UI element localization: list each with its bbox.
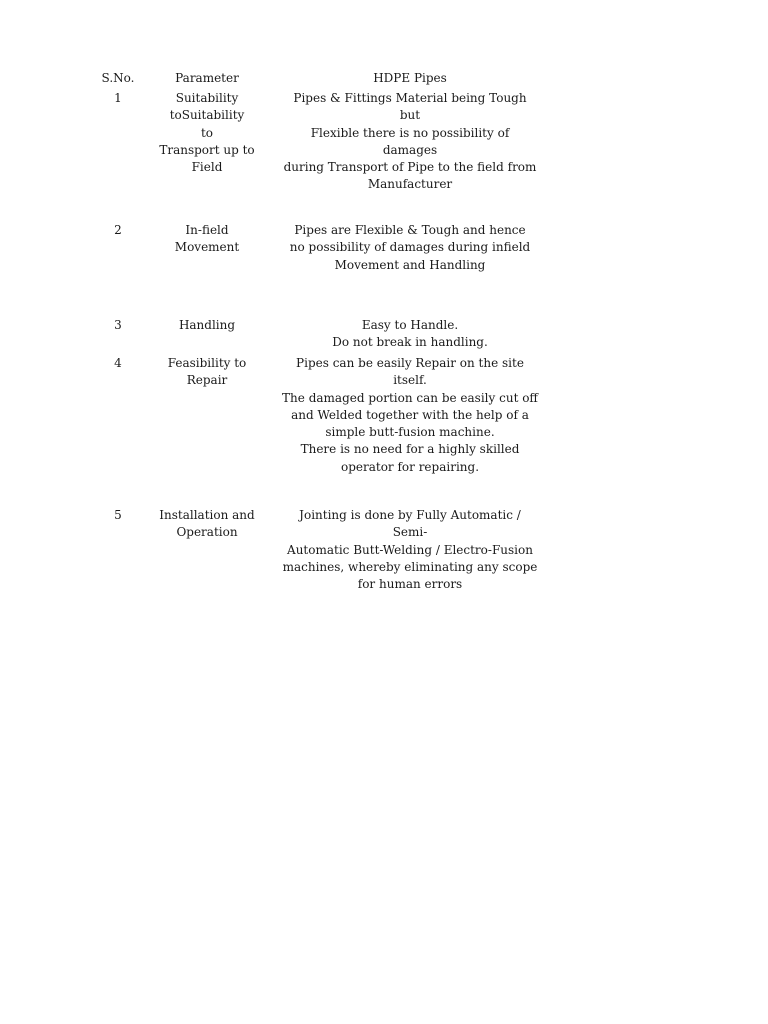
row-2-description-line: no possibility of damages during infield: [289, 240, 531, 255]
row-2-description: [282, 222, 538, 274]
row-1-parameter: [138, 90, 276, 176]
row-2-parameter-line: In-field: [185, 223, 229, 237]
row-1-sno: 1: [114, 91, 122, 105]
row-3-parameter: [138, 317, 276, 334]
header-parameter: Parameter: [175, 71, 239, 85]
row-1-description-line: during Transport of Pipe to the field from: [283, 160, 537, 175]
row-5-description-line: Jointing is done by Fully Automatic / Semi-: [299, 508, 521, 540]
row-4-description-line: The damaged portion can be easily cut off: [282, 390, 538, 405]
row-4-description-line: Pipes can be easily Repair on the site itself.: [296, 356, 524, 388]
row-3-description-line: Do not break in handling.: [332, 335, 488, 350]
row-3-parameter-line: Handling: [178, 318, 236, 332]
row-4-parameter-line: Feasibility to: [167, 356, 247, 370]
row-2-description-line: Pipes are Flexible & Tough and hence: [294, 223, 526, 237]
row-5-description-line: Automatic Butt-Welding / Electro-Fusion: [287, 542, 533, 557]
row-2-description-line: Movement and Handling: [334, 257, 486, 272]
row-1-description-line: Manufacturer: [367, 177, 453, 192]
row-5-description-line: machines, whereby eliminating any scope: [282, 559, 538, 574]
row-4-description-line: simple butt-fusion machine.: [325, 425, 495, 440]
row-4-description-line: and Welded together with the help of a: [291, 407, 529, 422]
row-1-parameter-line: Suitability toSuitability: [169, 91, 245, 123]
row-3-description: [282, 317, 538, 352]
row-4-parameter-line: Repair: [186, 373, 228, 388]
row-5-parameter-line: Installation and: [159, 508, 255, 522]
row-5-parameter: [138, 507, 276, 542]
row-4-parameter: [138, 355, 276, 390]
row-5-sno: 5: [114, 508, 122, 522]
header-sno: S.No.: [101, 71, 135, 85]
row-1-parameter-line: Field: [191, 160, 223, 175]
row-3-description-line: Easy to Handle.: [361, 318, 459, 332]
header-hdpe-pipes: HDPE Pipes: [373, 71, 447, 85]
row-4-description-line: operator for repairing.: [340, 459, 480, 474]
row-2-parameter: [138, 222, 276, 257]
row-4-description-line: There is no need for a highly skilled: [300, 442, 520, 457]
row-1-parameter-line: Transport up to: [159, 142, 255, 157]
row-1-description-line: Flexible there is no possibility of damages: [310, 125, 510, 157]
row-1-description-line: Pipes & Fittings Material being Tough but: [293, 91, 527, 123]
row-5-parameter-line: Operation: [176, 525, 238, 540]
row-1-description: [282, 90, 538, 194]
row-1-parameter-line: to: [200, 125, 214, 140]
row-2-parameter-line: Movement: [174, 240, 240, 255]
row-4-description: [282, 355, 538, 476]
row-4-sno: 4: [114, 356, 122, 370]
row-5-description-line: for human errors: [357, 577, 463, 592]
row-3-sno: 3: [114, 318, 122, 332]
row-2-sno: 2: [114, 223, 122, 237]
row-5-description: [282, 507, 538, 593]
